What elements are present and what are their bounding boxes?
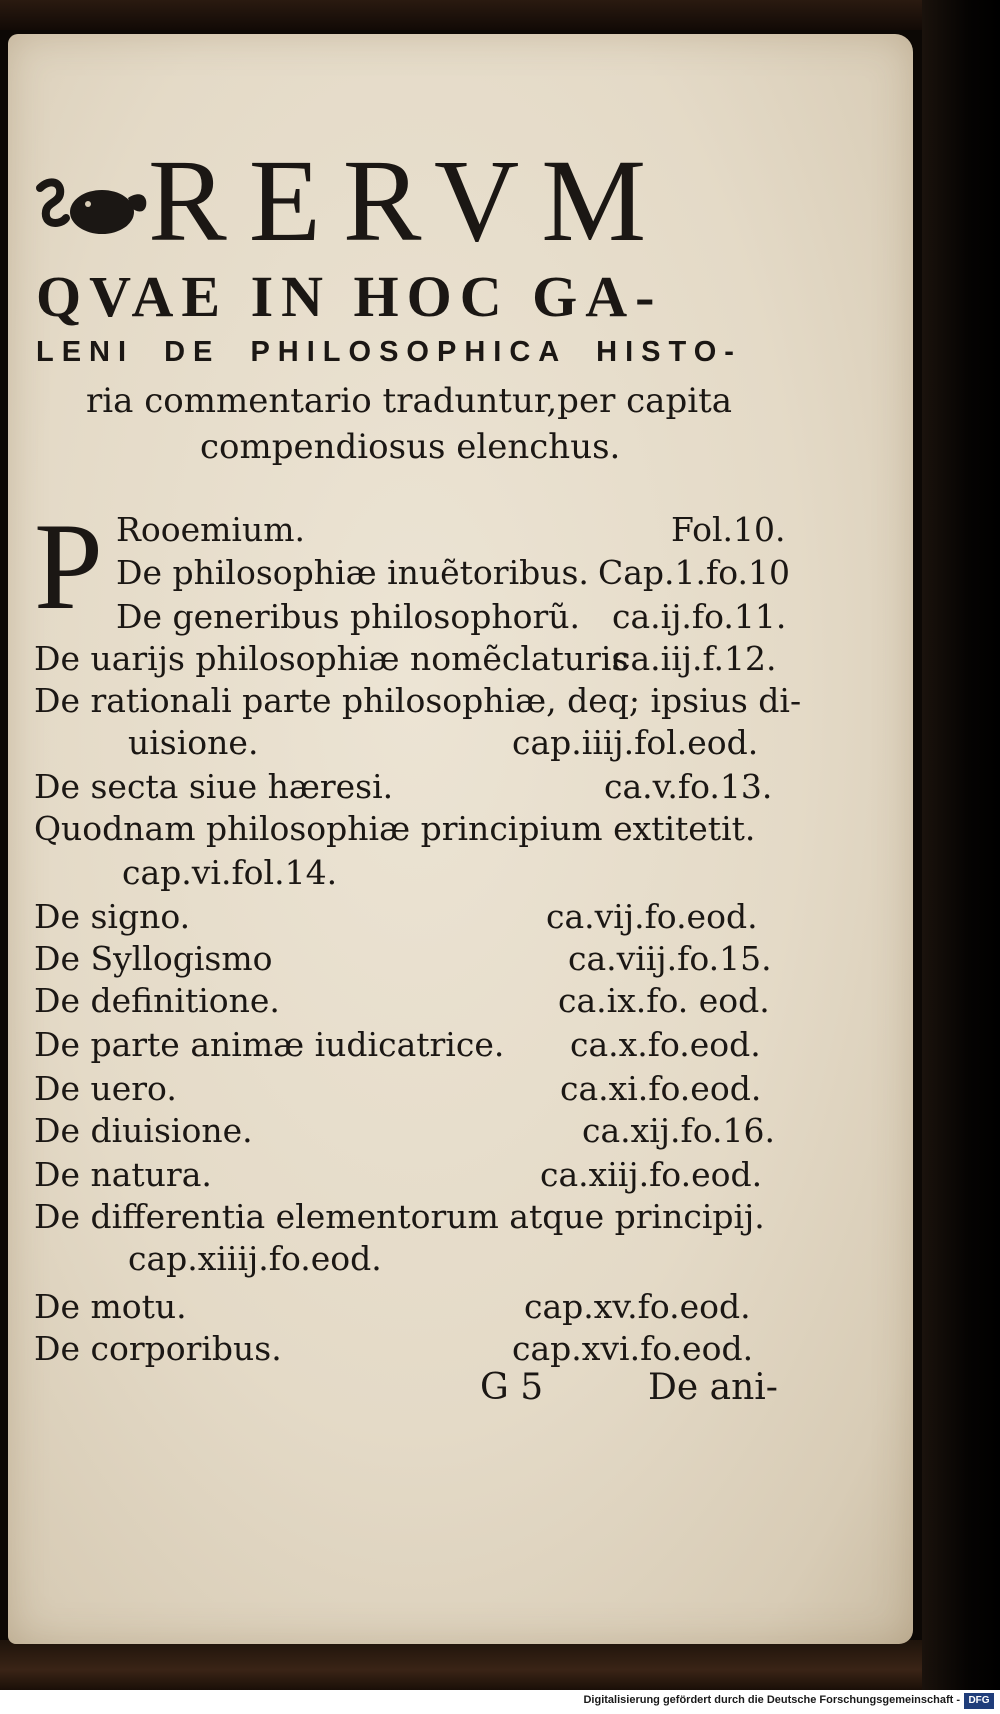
drop-cap: P bbox=[34, 498, 103, 635]
entry-label: De secta siue hæresi. bbox=[34, 767, 394, 806]
entry-reference: ca.ij.fo.11. bbox=[612, 597, 787, 636]
entry-reference: Cap.1.fo.10 bbox=[598, 553, 791, 592]
subtitle-line-2: compendiosus elenchus. bbox=[200, 427, 621, 467]
catchword: De ani- bbox=[648, 1367, 778, 1408]
entry-label: De Syllogismo bbox=[34, 939, 273, 978]
entry-label: De rationali parte philosophiæ, deq; ipsius di- bbox=[34, 681, 802, 720]
digitization-credit: Digitalisierung gefördert durch die Deutsche Forschungsgemeinschaft - bbox=[583, 1694, 960, 1706]
entry-label: De definitione. bbox=[34, 981, 280, 1020]
entry-label: cap.xiiij.fo.eod. bbox=[128, 1239, 382, 1278]
entry-reference: cap.xv.fo.eod. bbox=[524, 1287, 751, 1326]
entry-reference: cap.xvi.fo.eod. bbox=[512, 1329, 754, 1368]
entry-label: De natura. bbox=[34, 1155, 212, 1194]
entry-label: cap.vi.fol.14. bbox=[122, 853, 338, 892]
book-binding-edge bbox=[922, 0, 1000, 1690]
dfg-logo: DFG bbox=[964, 1693, 994, 1709]
entry-label: De motu. bbox=[34, 1287, 187, 1326]
entry-label: De uarijs philosophiæ nomẽclaturis bbox=[34, 639, 629, 678]
entry-label: De signo. bbox=[34, 897, 191, 936]
entry-label: Quodnam philosophiæ principium extitetit. bbox=[34, 809, 756, 848]
entry-reference: ca.xi.fo.eod. bbox=[560, 1069, 762, 1108]
entry-reference: ca.xij.fo.16. bbox=[582, 1111, 776, 1150]
entry-label: De corporibus. bbox=[34, 1329, 282, 1368]
entry-label: De parte animæ iudicatrice. bbox=[34, 1025, 505, 1064]
fleuron-ornament-icon bbox=[32, 168, 152, 248]
entry-reference: ca.x.fo.eod. bbox=[570, 1025, 761, 1064]
signature-mark: G 5 bbox=[480, 1367, 544, 1408]
book-bottom-edge bbox=[0, 1640, 922, 1690]
entry-label: De differentia elementorum atque principij. bbox=[34, 1197, 765, 1236]
entry-reference: ca.xiij.fo.eod. bbox=[540, 1155, 763, 1194]
entry-label: De generibus philosophorũ. bbox=[116, 597, 580, 636]
entry-label: uisione. bbox=[128, 723, 259, 762]
title-rerum: RERVM bbox=[148, 135, 669, 266]
entry-reference: cap.iiij.fol.eod. bbox=[512, 723, 759, 762]
entry-reference: ca.vij.fo.eod. bbox=[546, 897, 758, 936]
entry-label: De uero. bbox=[34, 1069, 177, 1108]
entry-reference: ca.ix.fo. eod. bbox=[558, 981, 770, 1020]
entry-label: De diuisione. bbox=[34, 1111, 253, 1150]
entry-reference: ca.v.fo.13. bbox=[604, 767, 773, 806]
subtitle-line-1: ria commentario traduntur,per capita bbox=[86, 381, 733, 421]
entry-label: De philosophiæ inuẽtoribus. bbox=[116, 553, 589, 592]
title-line-2: QVAE IN HOC GA- bbox=[36, 264, 663, 329]
entry-reference: ca.iij.f.12. bbox=[612, 639, 777, 678]
entry-reference: Fol.10. bbox=[671, 510, 786, 549]
entry-label: Rooemium. bbox=[116, 510, 305, 549]
title-line-3: LENI DE PHILOSOPHICA HISTO- bbox=[36, 336, 742, 368]
entry-reference: ca.viij.fo.15. bbox=[568, 939, 772, 978]
book-top-edge bbox=[0, 0, 1000, 30]
